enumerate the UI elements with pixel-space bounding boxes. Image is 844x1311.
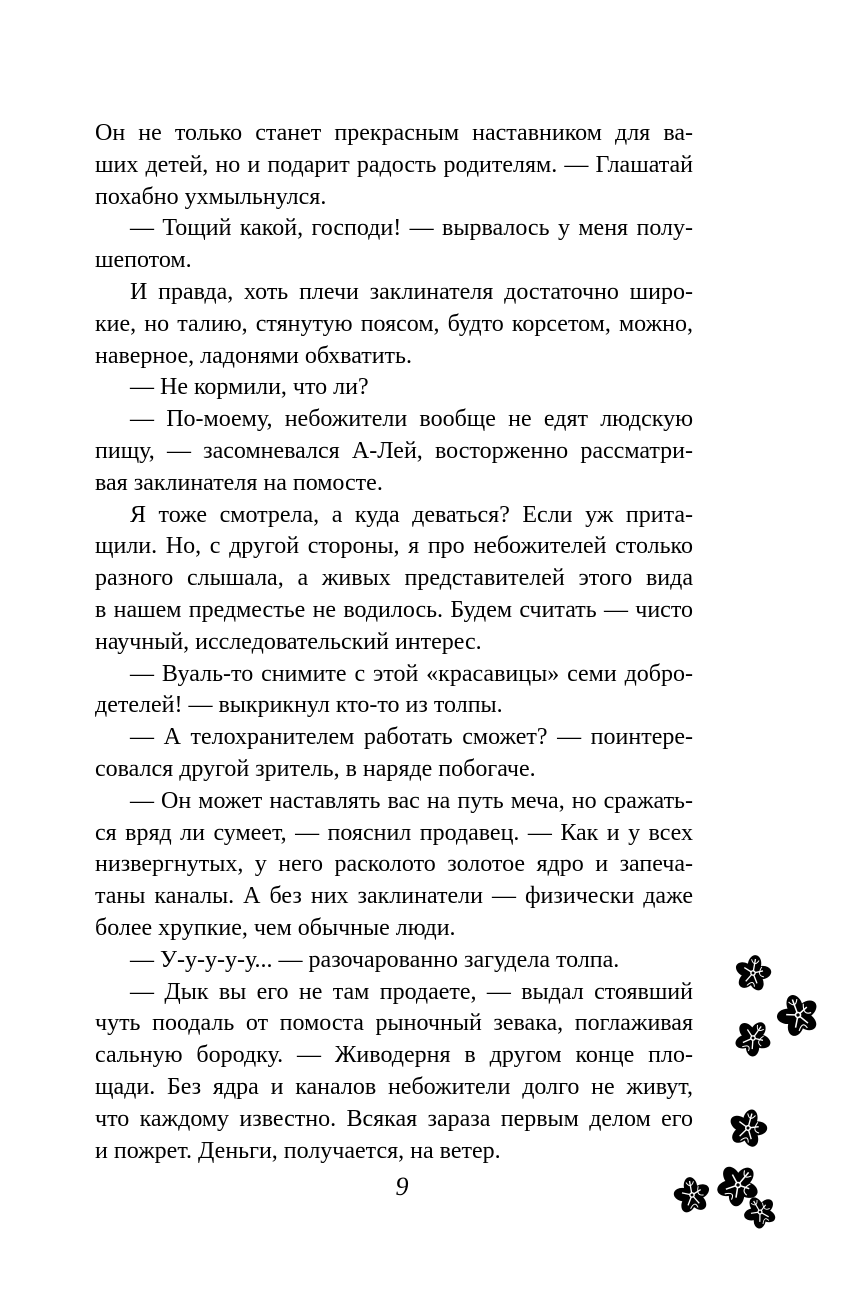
text-line: наверное, ладонями обхватить. (95, 342, 412, 369)
text-line: в нашем предместье не водилось. Будем считать — чисто (95, 596, 693, 623)
text-line: — Он может наставлять вас на путь меча, но сражать- (130, 787, 693, 814)
text-line: — Дык вы его не там продаете, — выдал стоявший (130, 978, 693, 1005)
text-line: — Тощий какой, господи! — вырвалось у меня полу- (130, 215, 693, 242)
text-line: таны каналы. А без них заклинатели — физически даже (95, 883, 693, 910)
text-line: шепотом. (95, 247, 192, 274)
text-line: И правда, хоть плечи заклинателя достаточно широ- (130, 278, 693, 305)
text-line: щили. Но, с другой стороны, я про небожителей столько (95, 533, 693, 560)
text-line: детелей! — выкрикнул кто-то из толпы. (95, 692, 503, 719)
page-number: 9 (395, 1172, 409, 1201)
flower-ornament-icon (728, 950, 838, 1060)
text-line: пищу, — засомневался А-Лей, восторженно рассматри- (95, 437, 693, 464)
text-line: похабно ухмыльнулся. (95, 183, 327, 210)
text-line: — У-у-у-у-у... — разочарованно загудела толпа. (130, 946, 620, 973)
text-line: — Не кормили, что ли? (130, 374, 369, 401)
text-line: — Вуаль-то снимите с этой «красавицы» семи добро- (130, 660, 693, 687)
text-line: что каждому известно. Всякая зараза первым делом его (95, 1105, 693, 1132)
text-line: Я тоже смотрела, а куда деваться? Если уж прита- (130, 501, 693, 528)
text-line: вая заклинателя на помосте. (95, 469, 383, 496)
text-line: — А телохранителем работать сможет? — поинтере- (130, 724, 693, 751)
text-line: низвергнутых, у него расколото золотое ядро и запеча- (95, 851, 693, 878)
text-line: более хрупкие, чем обычные люди. (95, 914, 456, 941)
text-line: и пожрет. Деньги, получается, на ветер. (95, 1137, 501, 1164)
text-line: щади. Без ядра и каналов небожители долго не живут, (95, 1073, 693, 1100)
text-line: кие, но талию, стянутую поясом, будто корсетом, можно, (95, 310, 693, 337)
text-line: сальную бородку. — Живодерня в другом конце пло- (95, 1042, 693, 1069)
text-line: ших детей, но и подарит радость родителям. — Глашатай (95, 151, 693, 178)
text-line: ся вряд ли сумеет, — пояснил продавец. — Как и у всех (95, 819, 693, 846)
flower-ornament-icon (668, 1100, 788, 1230)
body-text (95, 118, 693, 1167)
text-line: — По-моему, небожители вообще не едят людскую (130, 406, 693, 433)
text-line: разного слышала, а живых представителей этого вида (95, 565, 693, 592)
text-line: совался другой зритель, в наряде побогаче. (95, 755, 536, 782)
text-line: чуть поодаль от помоста рыночный зевака, поглаживая (95, 1010, 693, 1037)
text-line: Он не только станет прекрасным наставником для ва- (95, 120, 693, 146)
text-line: научный, исследовательский интерес. (95, 628, 482, 655)
